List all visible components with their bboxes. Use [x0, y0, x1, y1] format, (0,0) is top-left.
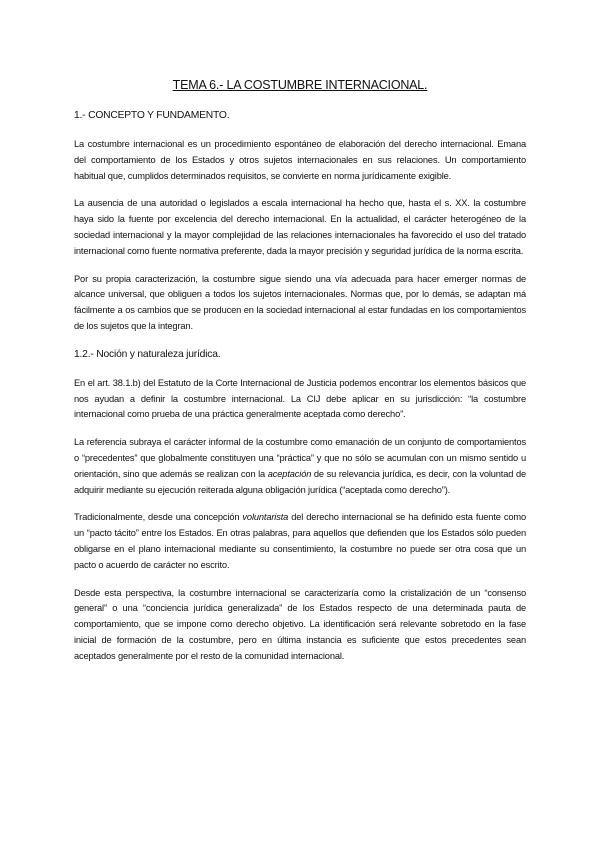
document-page: [74, 78, 526, 677]
paragraph-7: Desde esta perspectiva, la costumbre internacional se caracterizaría como la cristalización de un “consenso general” o una “conciencia jurídica generalizada” de los Estados respecto de una determinada pauta de comportamiento, que se impone como derecho objetivo. La identificación será relevante sobretodo en la fase inicial de formación de la costumbre, pero en última instancia es suficiente que estos precedentes sean aceptados generalmente por el resto de la comunidad internacional.: [74, 587, 526, 661]
paragraph-4: En el art. 38.1.b) del Estatuto de la Corte Internacional de Justicia podemos encontrar los elementos básicos que nos ayudan a definir la costumbre internacional. La CIJ debe aplicar en su jurisdicción: “la costumbre internacional como prueba de una práctica generalmente aceptada como derecho”.: [74, 377, 526, 420]
emphasis-aceptacion: aceptación: [267, 468, 312, 479]
paragraph-3: Por su propia caracterización, la costumbre sigue siendo una vía adecuada para hacer emerger normas de alcance universal, que obliguen a todos los sujetos internacionales. Normas que, por lo demás, se adaptan má fácilmente a os cambios que se producen en la sociedad internacional al estar fundadas en los comportamientos de los sujetos que la integran.: [74, 273, 526, 331]
paragraph-6-text-a: Tradicionalmente, desde una concepción: [74, 512, 243, 523]
page-title: TEMA 6.- LA COSTUMBRE INTERNACIONAL.: [172, 78, 428, 92]
section-heading-concepto: 1.- CONCEPTO Y FUNDAMENTO.: [74, 110, 230, 121]
paragraph-5: [74, 435, 526, 498]
paragraph-6: [74, 510, 526, 573]
paragraph-5-text-b: de su relevancia jurídica, es decir, con la voluntad de adquirir mediante su ejecución reiterada alguna obligación jurídica (“aceptada como derecho”).: [74, 468, 526, 495]
paragraph-6-text-b: del derecho internacional se ha definido esta fuente como un “pacto tácito” entre los Estados. En otras palabras, para aquellos que defienden que los Estados sólo pueden obligarse en el plano internacional mediante su consentimiento, la costumbre no puede ser otra cosa que un pacto o acuerdo de carácter no escrito.: [74, 512, 526, 570]
emphasis-voluntarista: voluntarista: [242, 512, 289, 523]
paragraph-5-text-a: La referencia subraya el carácter informal de la costumbre como emanación de un conjunto de comportamientos o “precedentes” que globalmente constituyen una “práctica” y que no sólo se acumulan con un mismo sentido u orientación, sino que además se realizan con la: [74, 437, 526, 479]
paragraph-1: La costumbre internacional es un procedimiento espontáneo de elaboración del derecho internacional. Emana del comportamiento de los Estados y otros sujetos internacionales en sus relaciones. Un comportamiento habitual que, cumplidos determinados requisitos, se convierte en norma jurídicamente exigible.: [74, 139, 526, 181]
paragraph-2: La ausencia de una autoridad o legislados a escala internacional ha hecho que, hasta el s. XX. la costumbre haya sido la fuente por excelencia del derecho internacional. En la actualidad, el carácter heterogéneo de la sociedad internacional y la mayor complejidad de las relaciones internacionales ha favorecido el uso del tratado internacional como fuente normativa preferente, dada la mayor precisión y seguridad jurídica de la norma escrita.: [74, 198, 526, 256]
section-heading-nocion: 1.2.- Noción y naturaleza jurídica.: [74, 348, 221, 360]
